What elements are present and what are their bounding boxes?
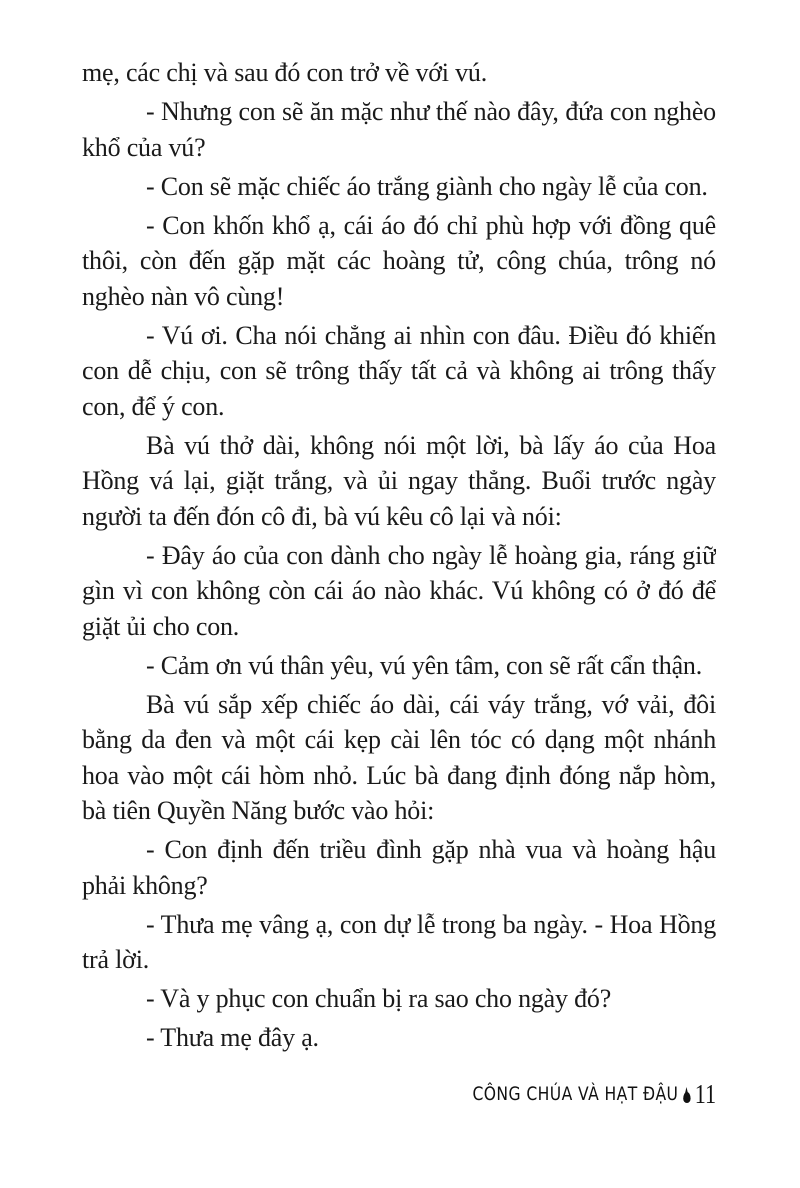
text-line: trả lời. [82,945,150,974]
text-line: - Con sẽ mặc chiếc áo trắng giành cho ngày lễ của con. [146,171,708,201]
text-line: bà tiên Quyền Năng bước vào hỏi: [82,796,435,825]
paragraph [82,94,716,165]
text-line: gìn vì con không còn cái áo nào khác. Vú không có ở đó để [82,576,716,605]
paragraph [82,318,716,425]
paragraph [82,648,716,684]
text-line: - Thưa mẹ đây ạ. [146,1023,319,1052]
page-number: 11 [694,1079,716,1109]
paragraph [82,832,716,903]
text-line: - Thưa mẹ vâng ạ, con dự lễ trong ba ngày. - Hoa Hồng [146,909,716,939]
body-text [82,55,716,1056]
text-line: giặt ủi cho con. [82,611,240,641]
text-line: - Vú ơi. Cha nói chẳng ai nhìn con đâu. Điều đó khiến [146,320,716,350]
text-line: hoa vào một cái hòm nhỏ. Lúc bà đang định đóng nắp hòm, [82,760,716,790]
text-line: con, để ý con. [82,391,225,421]
paragraph [82,538,716,645]
text-line: - Và y phục con chuẩn bị ra sao cho ngày đó? [146,984,612,1013]
footer-book-title: CÔNG CHÚA VÀ HẠT ĐẬU [472,1083,679,1105]
paragraph [82,55,716,91]
running-footer [472,1080,716,1108]
paragraph [82,428,716,535]
text-line: thôi, còn đến gặp mặt các hoàng tử, công chúa, trông nó [82,246,716,275]
text-line: khổ của vú? [82,132,206,162]
text-line: phải không? [82,870,208,900]
paragraph [82,1020,716,1056]
text-line: nghèo nàn vô cùng! [82,281,285,311]
paragraph [82,907,716,978]
text-line: Hồng vá lại, giặt trắng, và ủi ngay thẳng. Buổi trước ngày [82,466,716,495]
text-line: Bà vú thở dài, không nói một lời, bà lấy áo của Hoa [146,430,716,460]
text-line: người ta đến đón cô đi, bà vú kêu cô lại và nói: [82,501,562,531]
text-line: con dễ chịu, con sẽ trông thấy tất cả và không ai trông thấy [82,356,716,385]
paragraph [82,687,716,829]
text-line: - Con khốn khổ ạ, cái áo đó chỉ phù hợp với đồng quê [146,210,716,240]
paragraph [82,169,716,205]
text-line: bằng da đen và một cái kẹp cài lên tóc có dạng một nhánh [82,725,716,754]
paragraph [82,981,716,1017]
text-line: Bà vú sắp xếp chiếc áo dài, cái váy trắng, vớ vải, đôi [146,689,716,719]
text-line: mẹ, các chị và sau đó con trở về với vú. [82,58,488,87]
text-line: - Đây áo của con dành cho ngày lễ hoàng gia, ráng giữ [146,540,716,570]
paragraph [82,208,716,315]
drop-icon [683,1092,690,1103]
text-line: - Con định đến triều đình gặp nhà vua và hoàng hậu [146,835,716,864]
text-line: - Nhưng con sẽ ăn mặc như thế nào đây, đứa con nghèo [146,97,716,126]
text-line: - Cảm ơn vú thân yêu, vú yên tâm, con sẽ rất cẩn thận. [146,650,703,680]
